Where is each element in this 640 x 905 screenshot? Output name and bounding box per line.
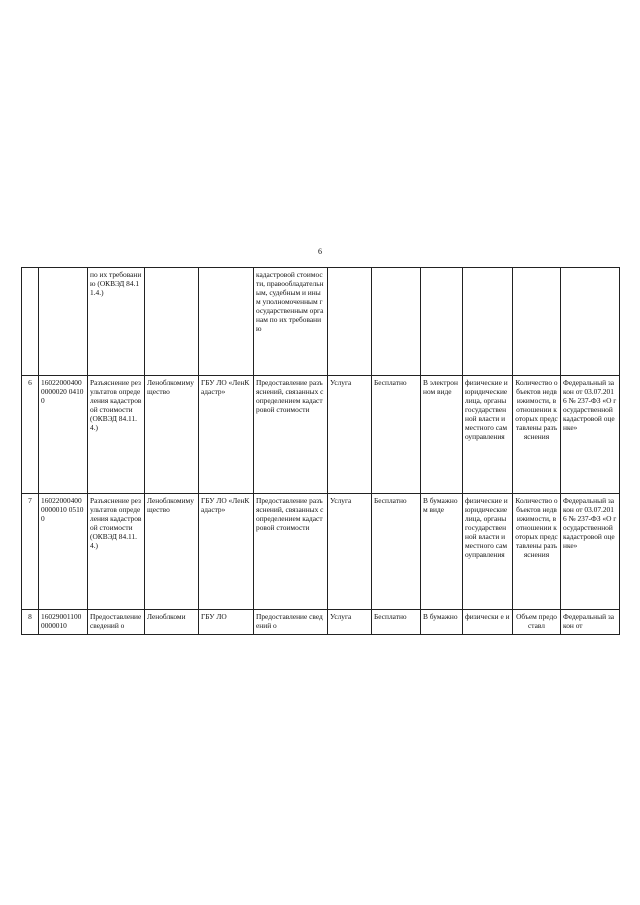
cell-registry-code: 160220004000000020 04100 [39, 376, 88, 494]
cell-service-name: Разъяснение результатов определения кадастровой стоимости (ОКВЭД 84.11.4.) [88, 376, 145, 494]
cell-registry-code: 160220004000000010 05100 [39, 494, 88, 610]
cell-payment [372, 268, 421, 376]
cell-form: В бумажном виде [421, 494, 463, 610]
page-number: 6 [318, 247, 322, 256]
cell-number: 6 [22, 376, 39, 494]
services-register-table [21, 267, 620, 635]
cell-service-name: по их требованию (ОКВЭД 84.11.4.) [88, 268, 145, 376]
cell-type: Услуга [328, 494, 372, 610]
cell-number [22, 268, 39, 376]
cell-authority: Леноблкоми [145, 610, 199, 635]
table-row [22, 610, 620, 635]
cell-legal-basis: Федеральный закон от [561, 610, 620, 635]
cell-description: кадастровой стоимости, правообладательным, судебным и иным уполномоченным государственным органам по их требованию [254, 268, 328, 376]
cell-service-name: Разъяснение результатов определения кадастровой стоимости (ОКВЭД 84.11.4.) [88, 494, 145, 610]
cell-form: В электронном виде [421, 376, 463, 494]
cell-registry-code: 160290011000000010 [39, 610, 88, 635]
cell-institution [199, 268, 254, 376]
cell-payment: Бесплатно [372, 376, 421, 494]
cell-authority: Леноблкомимущество [145, 376, 199, 494]
cell-type [328, 268, 372, 376]
table-row [22, 376, 620, 494]
cell-type: Услуга [328, 376, 372, 494]
cell-institution: ГБУ ЛО [199, 610, 254, 635]
cell-payment: Бесплатно [372, 494, 421, 610]
cell-institution: ГБУ ЛО «ЛенКадастр» [199, 376, 254, 494]
cell-description: Предоставление разъяснений, связанных с определением кадастровой стоимости [254, 376, 328, 494]
cell-indicator: Объем предоставл [513, 610, 561, 635]
cell-legal-basis [561, 268, 620, 376]
cell-consumers: физически е и [463, 610, 513, 635]
cell-payment: Бесплатно [372, 610, 421, 635]
cell-consumers: физические и юридические лица, органы государственной власти и местного самоуправления [463, 376, 513, 494]
cell-indicator: Количество объектов недвижимости, в отношении которых представлены разъяснения [513, 376, 561, 494]
cell-legal-basis: Федеральный закон от 03.07.2016 № 237-ФЗ «О государственной кадастровой оценке» [561, 494, 620, 610]
cell-description: Предоставление разъяснений, связанных с определением кадастровой стоимости [254, 494, 328, 610]
cell-service-name: Предоставление сведений о [88, 610, 145, 635]
cell-indicator: Количество объектов недвижимости, в отношении которых представлены разъяснения [513, 494, 561, 610]
cell-number: 8 [22, 610, 39, 635]
cell-institution: ГБУ ЛО «ЛенКадастр» [199, 494, 254, 610]
cell-type: Услуга [328, 610, 372, 635]
cell-consumers: физические и юридические лица, органы государственной власти и местного самоуправления [463, 494, 513, 610]
cell-consumers [463, 268, 513, 376]
table-row [22, 494, 620, 610]
cell-registry-code [39, 268, 88, 376]
cell-authority [145, 268, 199, 376]
cell-form [421, 268, 463, 376]
cell-legal-basis: Федеральный закон от 03.07.2016 № 237-ФЗ «О государственной кадастровой оценке» [561, 376, 620, 494]
cell-authority: Леноблкомимущество [145, 494, 199, 610]
cell-indicator [513, 268, 561, 376]
cell-number: 7 [22, 494, 39, 610]
table-row [22, 268, 620, 376]
cell-description: Предоставление сведений о [254, 610, 328, 635]
cell-form: В бумажно [421, 610, 463, 635]
